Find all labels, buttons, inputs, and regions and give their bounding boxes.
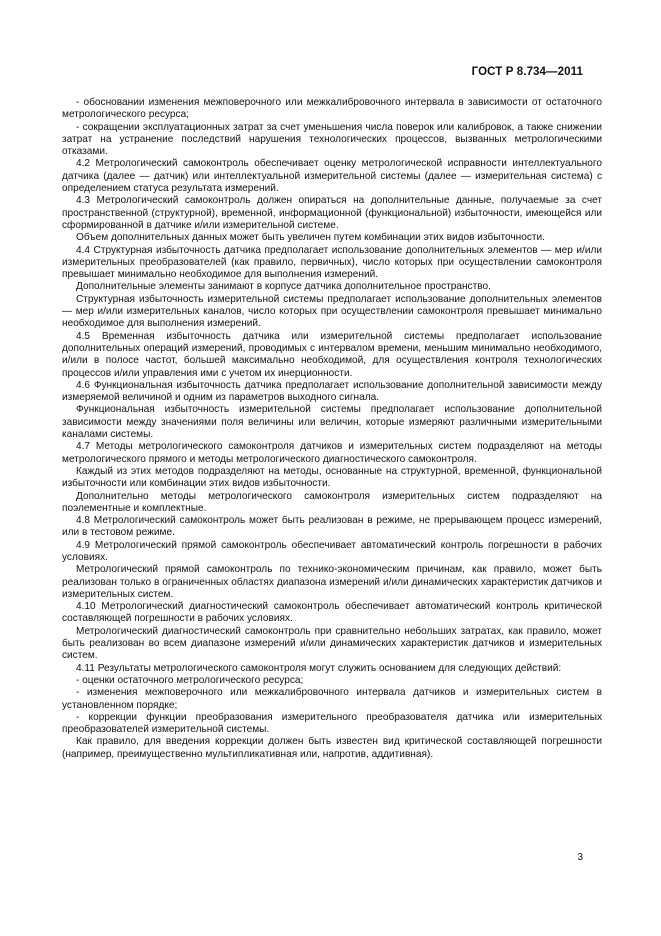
paragraph: Каждый из этих методов подразделяют на методы, основанные на структурной, временной, функциональной избыточности или комбинации этих видов избыточности. bbox=[62, 465, 602, 490]
paragraph: Дополнительные элементы занимают в корпусе датчика дополнительное пространство. bbox=[76, 281, 491, 293]
paragraph: Метрологический диагностический самоконтроль при сравнительно небольших затратах, как правило, может быть реализован во всем диапазоне измерений и/или динамических характеристик датчиков и измерительных систем. bbox=[62, 625, 602, 662]
paragraph: Дополнительно методы метрологического самоконтроля измерительных систем подразделяют на поэлементные и комплектные. bbox=[62, 490, 602, 514]
page-number: 3 bbox=[577, 852, 583, 863]
paragraph: - изменения межповерочного или межкалибровочного интервала датчиков и измерительных систем в установленном порядке; bbox=[62, 687, 602, 711]
paragraph: 4.7 Методы метрологического самоконтроля датчиков и измерительных систем подразделяют на методы метрологического прямого и методы метрологического диагностического самоконтроля. bbox=[62, 441, 602, 465]
paragraph: 4.10 Метрологический диагностический самоконтроль обеспечивает автоматический контроль критической составляющей погрешности в рабочих условиях. bbox=[62, 601, 602, 625]
paragraph: Объем дополнительных данных может быть увеличен путем комбинации этих видов избыточности. bbox=[76, 232, 545, 244]
paragraph: Структурная избыточность измерительной системы предполагает использование дополнительных элементов — мер и/или измерительных каналов, число которых при осуществлении самоконтроля превышает минимально необходимое для выполнения измерений. bbox=[62, 293, 602, 330]
paragraph: 4.5 Временная избыточность датчика или измерительной системы предполагает использование дополнительных операций измерений, проводимых с интервалом времени, меньшим минимально необходимого, и/или в полосе частот, большей максимально необходимой, для осуществления контроля технологических процессов и/или управления ими с учетом их инерционности. bbox=[62, 330, 602, 379]
paragraph: 4.8 Метрологический самоконтроль может быть реализован в режиме, не прерывающем процесс измерений, или в тестовом режиме. bbox=[62, 515, 602, 539]
paragraph: - сокращении эксплуатационных затрат за счет уменьшения числа поверок или калибровок, а также снижении затрат на устранение последствий нарушения технологических процессов, вызванных метрологическими отказами. bbox=[62, 121, 602, 158]
paragraph: 4.11 Результаты метрологического самоконтроля могут служить основанием для следующих действий: bbox=[76, 662, 562, 674]
paragraph: - оценки остаточного метрологического ресурса; bbox=[76, 674, 304, 686]
paragraph: Как правило, для введения коррекции должен быть известен вид критической составляющей погрешности (например, преимущественно мультипликативная или, напротив, аддитивная). bbox=[62, 736, 602, 760]
paragraph: - коррекции функции преобразования измерительного преобразователя датчика или измерительных преобразователей измерительной системы. bbox=[62, 711, 602, 736]
paragraph: 4.2 Метрологический самоконтроль обеспечивает оценку метрологической исправности интеллектуального датчика (далее — датчик) или интеллектуальной измерительной системы (далее — измерительная система) с определением статуса результата измерений. bbox=[62, 158, 602, 195]
paragraph: 4.3 Метрологический самоконтроль должен опираться на дополнительные данные, получаемые за счет пространственной (структурной), временной, информационной (функциональной) избыточности, имеющейся или сформированной в датчике и/или измерительной системе. bbox=[62, 195, 602, 231]
paragraph: 4.9 Метрологический прямой самоконтроль обеспечивает автоматический контроль погрешности в рабочих условиях. bbox=[62, 539, 602, 563]
document-body bbox=[62, 97, 602, 761]
paragraph: Функциональная избыточность измерительной системы предполагает использование дополнительной зависимости между значениями поля величины или величин, которые измеряют различными измерительными каналами системы. bbox=[62, 404, 602, 441]
paragraph: 4.4 Структурная избыточность датчика предполагает использование дополнительных элементов — мер и/или измерительных преобразователей (как правило, первичных), число которых при осуществлении самоконтроля превышает минимально необходимое для выполнения измерений. bbox=[62, 244, 602, 281]
paragraph: - обосновании изменения межповерочного или межкалибровочного интервала в зависимости от остаточного метрологического ресурса; bbox=[62, 97, 602, 121]
paragraph: Метрологический прямой самоконтроль по технико-экономическим причинам, как правило, может быть реализован только в ограниченных областях диапазона измерений и/или динамических характеристик датчиков и измерительных систем. bbox=[62, 564, 602, 600]
document-header: ГОСТ Р 8.734—2011 bbox=[471, 66, 583, 78]
paragraph: 4.6 Функциональная избыточность датчика предполагает использование дополнительной зависимости между измеряемой величиной и одним из параметров выходного сигнала. bbox=[62, 379, 602, 404]
